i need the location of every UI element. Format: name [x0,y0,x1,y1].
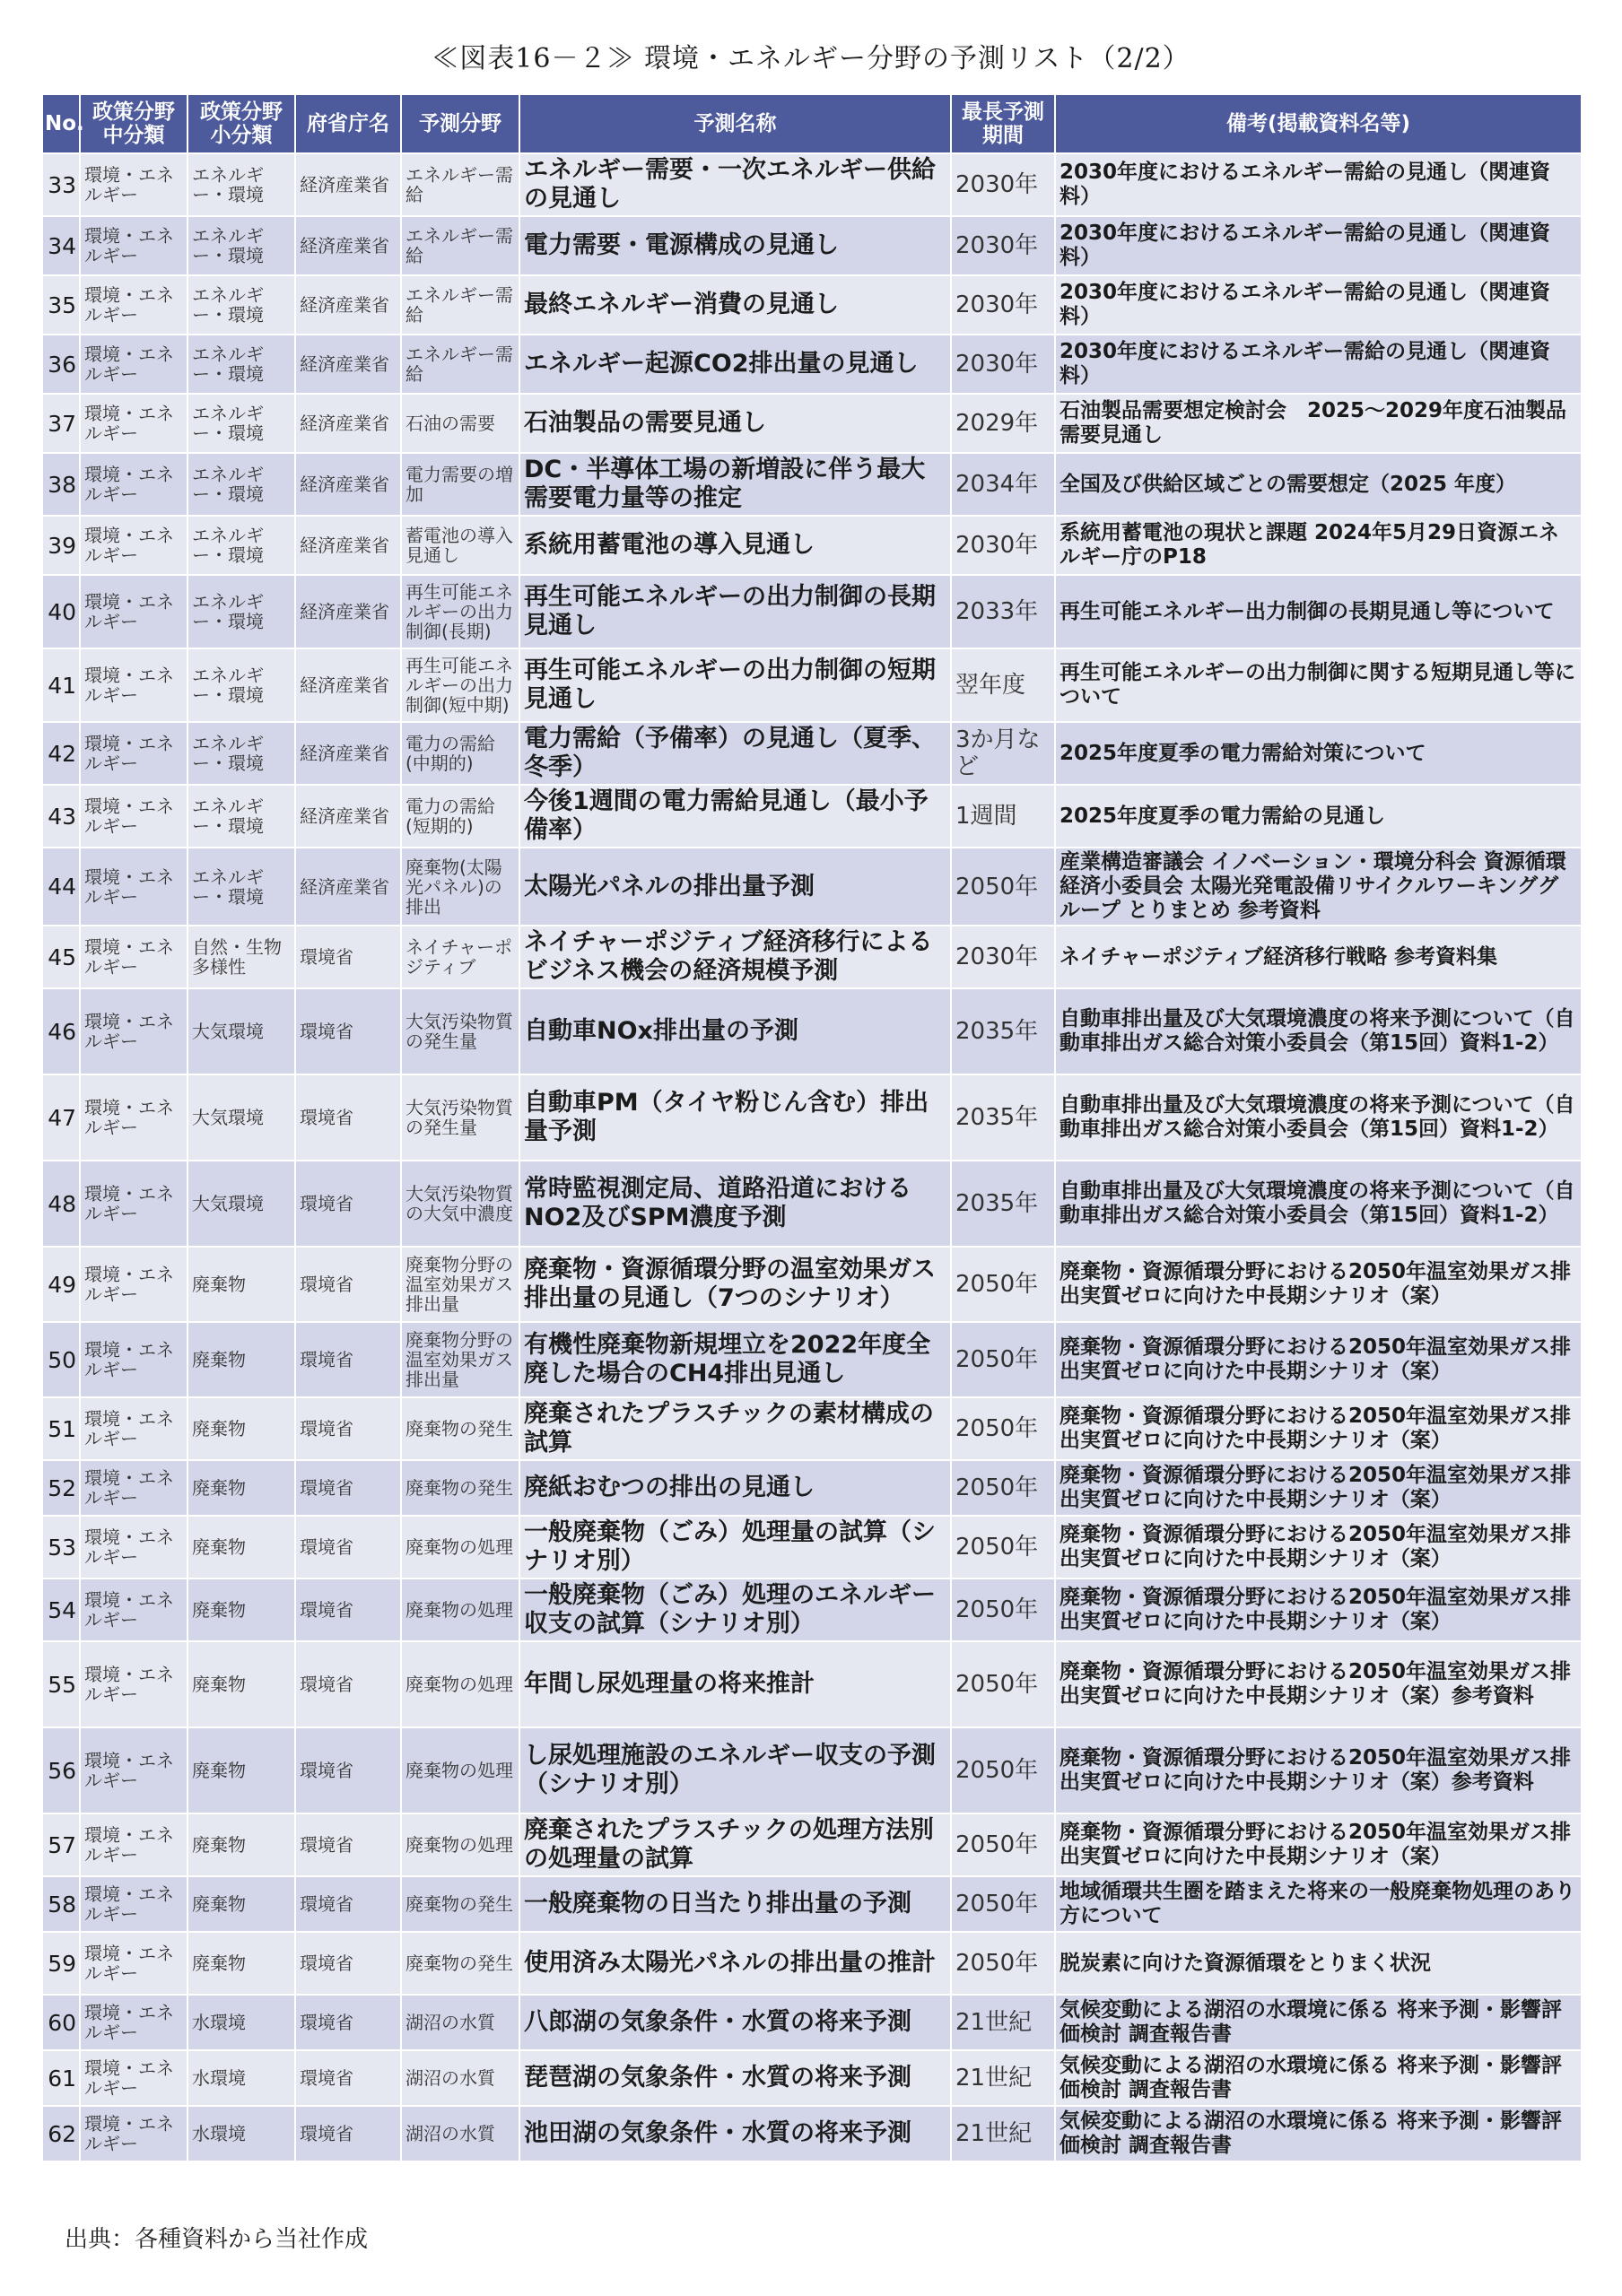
table-cell-mid-category: 環境・エネルギー [80,216,187,275]
table-cell-forecast-field: 廃棄物の処理 [401,1516,519,1578]
table-cell-max-period: 2050年 [951,1397,1055,1460]
table-cell-mid-category: 環境・エネルギー [80,1727,187,1813]
table-cell-mid-category: 環境・エネルギー [80,2050,187,2106]
table-row [42,1932,1582,1995]
table-cell-no: 55 [42,1641,80,1727]
table-cell-notes: 2025年度夏季の電力需給の見通し [1055,785,1582,848]
table-cell-sub-category: 水環境 [187,2106,295,2161]
table-cell-no: 56 [42,1727,80,1813]
table-cell-notes: 再生可能エネルギー出力制御の長期見通し等について [1055,575,1582,648]
table-row [42,1813,1582,1876]
table-cell-forecast-name: 池田湖の気象条件・水質の将来予測 [519,2106,951,2161]
table-cell-max-period: 3か月など [951,722,1055,785]
table-cell-no: 57 [42,1813,80,1876]
table-cell-notes: 再生可能エネルギーの出力制御に関する短期見通し等について [1055,648,1582,722]
table-cell-ministry: 経済産業省 [295,453,401,516]
table-row [42,785,1582,848]
table-cell-mid-category: 環境・エネルギー [80,1247,187,1322]
table-cell-no: 41 [42,648,80,722]
table-cell-notes: 2025年度夏季の電力需給対策について [1055,722,1582,785]
forecast-table [41,93,1583,2162]
table-cell-notes: 自動車排出量及び大気環境濃度の将来予測について（自動車排出ガス総合対策小委員会（第15回）資料1-2） [1055,1161,1582,1247]
table-cell-forecast-field: ネイチャーポジティブ [401,926,519,988]
table-cell-forecast-name: 琵琶湖の気象条件・水質の将来予測 [519,2050,951,2106]
table-row [42,1397,1582,1460]
table-cell-forecast-name: DC・半導体工場の新増設に伴う最大需要電力量等の推定 [519,453,951,516]
table-cell-forecast-field: 廃棄物の発生 [401,1876,519,1932]
table-cell-forecast-name: 再生可能エネルギーの出力制御の短期見通し [519,648,951,722]
table-cell-forecast-field: 再生可能エネルギーの出力制御(長期) [401,575,519,648]
header-forecast-field: 予測分野 [401,94,519,153]
table-cell-sub-category: 廃棄物 [187,1727,295,1813]
table-cell-no: 33 [42,153,80,216]
table-cell-forecast-name: 年間し尿処理量の将来推計 [519,1641,951,1727]
table-cell-mid-category: 環境・エネルギー [80,785,187,848]
table-row [42,1578,1582,1641]
table-cell-sub-category: エネルギー・環境 [187,575,295,648]
table-row [42,848,1582,926]
table-cell-mid-category: 環境・エネルギー [80,1876,187,1932]
table-row [42,275,1582,335]
table-cell-forecast-name: 電力需給（予備率）の見通し（夏季、冬季） [519,722,951,785]
table-row [42,394,1582,453]
table-cell-forecast-field: 湖沼の水質 [401,2050,519,2106]
table-cell-max-period: 2035年 [951,1161,1055,1247]
table-cell-mid-category: 環境・エネルギー [80,335,187,394]
table-cell-forecast-name: 廃棄されたプラスチックの素材構成の試算 [519,1397,951,1460]
table-cell-max-period: 21世紀 [951,1995,1055,2050]
table-cell-mid-category: 環境・エネルギー [80,988,187,1074]
table-cell-no: 36 [42,335,80,394]
forecast-table-wrapper [41,93,1581,2162]
table-cell-ministry: 環境省 [295,1516,401,1578]
header-max-period: 最長予測期間 [951,94,1055,153]
table-cell-forecast-field: 廃棄物の発生 [401,1397,519,1460]
table-cell-notes: 廃棄物・資源循環分野における2050年温室効果ガス排出実質ゼロに向けた中長期シナリオ（案）参考資料 [1055,1641,1582,1727]
table-cell-max-period: 2030年 [951,153,1055,216]
table-cell-mid-category: 環境・エネルギー [80,722,187,785]
table-cell-ministry: 環境省 [295,1460,401,1516]
table-cell-sub-category: エネルギー・環境 [187,785,295,848]
table-cell-max-period: 2050年 [951,1813,1055,1876]
table-row [42,2106,1582,2161]
table-cell-max-period: 21世紀 [951,2106,1055,2161]
table-cell-sub-category: エネルギー・環境 [187,648,295,722]
table-row [42,335,1582,394]
table-cell-forecast-name: 石油製品の需要見通し [519,394,951,453]
table-cell-ministry: 経済産業省 [295,275,401,335]
table-row [42,153,1582,216]
table-cell-forecast-name: 系統用蓄電池の導入見通し [519,516,951,575]
source-note: 出典：各種資料から当社作成 [65,2226,369,2253]
table-cell-sub-category: エネルギー・環境 [187,335,295,394]
table-cell-mid-category: 環境・エネルギー [80,394,187,453]
table-cell-forecast-field: 大気汚染物質の発生量 [401,1074,519,1161]
table-cell-max-period: 2050年 [951,1516,1055,1578]
table-row [42,216,1582,275]
table-cell-ministry: 環境省 [295,926,401,988]
table-cell-notes: 廃棄物・資源循環分野における2050年温室効果ガス排出実質ゼロに向けた中長期シナリオ（案） [1055,1247,1582,1322]
table-cell-notes: 2030年度におけるエネルギー需給の見通し（関連資料） [1055,275,1582,335]
table-row [42,575,1582,648]
table-cell-forecast-name: 常時監視測定局、道路沿道におけるNO2及びSPM濃度予測 [519,1161,951,1247]
table-cell-sub-category: 廃棄物 [187,1397,295,1460]
table-cell-notes: 系統用蓄電池の現状と課題 2024年5月29日資源エネルギー庁のP18 [1055,516,1582,575]
table-cell-ministry: 環境省 [295,1727,401,1813]
table-cell-no: 58 [42,1876,80,1932]
table-cell-ministry: 経済産業省 [295,722,401,785]
table-cell-notes: 気候変動による湖沼の水環境に係る 将来予測・影響評価検討 調査報告書 [1055,1995,1582,2050]
table-cell-max-period: 2030年 [951,516,1055,575]
table-cell-sub-category: 廃棄物 [187,1460,295,1516]
table-cell-forecast-name: エネルギー需要・一次エネルギー供給の見通し [519,153,951,216]
table-cell-forecast-field: エネルギー需給 [401,216,519,275]
table-row [42,1460,1582,1516]
table-row [42,1641,1582,1727]
table-cell-no: 38 [42,453,80,516]
table-row [42,1074,1582,1161]
table-cell-mid-category: 環境・エネルギー [80,1516,187,1578]
table-cell-max-period: 2030年 [951,275,1055,335]
table-cell-forecast-name: 自動車NOx排出量の予測 [519,988,951,1074]
table-cell-ministry: 環境省 [295,1995,401,2050]
table-cell-notes: 廃棄物・資源循環分野における2050年温室効果ガス排出実質ゼロに向けた中長期シナリオ（案） [1055,1813,1582,1876]
table-cell-mid-category: 環境・エネルギー [80,1932,187,1995]
table-cell-ministry: 経済産業省 [295,216,401,275]
table-cell-sub-category: エネルギー・環境 [187,516,295,575]
table-cell-forecast-name: 太陽光パネルの排出量予測 [519,848,951,926]
table-cell-max-period: 2030年 [951,335,1055,394]
table-cell-mid-category: 環境・エネルギー [80,848,187,926]
table-cell-notes: 廃棄物・資源循環分野における2050年温室効果ガス排出実質ゼロに向けた中長期シナリオ（案） [1055,1460,1582,1516]
table-cell-no: 37 [42,394,80,453]
table-cell-sub-category: 廃棄物 [187,1322,295,1397]
table-cell-forecast-field: 湖沼の水質 [401,2106,519,2161]
table-cell-mid-category: 環境・エネルギー [80,1460,187,1516]
table-row [42,988,1582,1074]
table-cell-max-period: 2050年 [951,1641,1055,1727]
table-cell-no: 50 [42,1322,80,1397]
table-row [42,1322,1582,1397]
table-row [42,2050,1582,2106]
header-forecast-name: 予測名称 [519,94,951,153]
table-cell-sub-category: 水環境 [187,2050,295,2106]
table-cell-mid-category: 環境・エネルギー [80,1578,187,1641]
table-row [42,1247,1582,1322]
table-cell-mid-category: 環境・エネルギー [80,648,187,722]
table-cell-forecast-field: 廃棄物の処理 [401,1813,519,1876]
table-header-row [42,94,1582,153]
table-cell-mid-category: 環境・エネルギー [80,1161,187,1247]
table-cell-mid-category: 環境・エネルギー [80,516,187,575]
table-row [42,648,1582,722]
table-cell-ministry: 環境省 [295,1932,401,1995]
table-cell-forecast-name: 有機性廃棄物新規埋立を2022年度全廃した場合のCH4排出見通し [519,1322,951,1397]
table-cell-mid-category: 環境・エネルギー [80,575,187,648]
table-cell-mid-category: 環境・エネルギー [80,1322,187,1397]
table-cell-mid-category: 環境・エネルギー [80,275,187,335]
table-cell-forecast-name: 電力需要・電源構成の見通し [519,216,951,275]
table-cell-notes: 2030年度におけるエネルギー需給の見通し（関連資料） [1055,216,1582,275]
table-cell-max-period: 2030年 [951,216,1055,275]
table-cell-forecast-name: 今後1週間の電力需給見通し（最小予備率） [519,785,951,848]
table-cell-no: 62 [42,2106,80,2161]
table-cell-max-period: 2050年 [951,848,1055,926]
table-cell-ministry: 環境省 [295,1161,401,1247]
table-cell-notes: 廃棄物・資源循環分野における2050年温室効果ガス排出実質ゼロに向けた中長期シナリオ（案）参考資料 [1055,1727,1582,1813]
header-sub-category: 政策分野小分類 [187,94,295,153]
table-cell-no: 39 [42,516,80,575]
table-cell-forecast-field: 廃棄物の処理 [401,1578,519,1641]
table-cell-forecast-name: ネイチャーポジティブ経済移行によるビジネス機会の経済規模予測 [519,926,951,988]
table-cell-mid-category: 環境・エネルギー [80,1995,187,2050]
table-cell-forecast-name: 廃棄されたプラスチックの処理方法別の処理量の試算 [519,1813,951,1876]
table-cell-forecast-name: 一般廃棄物（ごみ）処理量の試算（シナリオ別） [519,1516,951,1578]
table-cell-sub-category: 水環境 [187,1995,295,2050]
table-cell-no: 59 [42,1932,80,1995]
table-cell-mid-category: 環境・エネルギー [80,1641,187,1727]
table-cell-notes: 地域循環共生圏を踏まえた将来の一般廃棄物処理のあり方について [1055,1876,1582,1932]
table-cell-notes: 産業構造審議会 イノベーション・環境分科会 資源循環経済小委員会 太陽光発電設備リサイクルワーキンググループ とりまとめ 参考資料 [1055,848,1582,926]
table-cell-notes: 気候変動による湖沼の水環境に係る 将来予測・影響評価検討 調査報告書 [1055,2106,1582,2161]
table-cell-sub-category: 大気環境 [187,1161,295,1247]
table-cell-mid-category: 環境・エネルギー [80,2106,187,2161]
table-cell-max-period: 2030年 [951,926,1055,988]
table-cell-max-period: 2035年 [951,1074,1055,1161]
table-row [42,722,1582,785]
table-cell-forecast-field: 廃棄物の発生 [401,1460,519,1516]
table-cell-max-period: 2050年 [951,1322,1055,1397]
table-cell-notes: 全国及び供給区域ごとの需要想定（2025 年度） [1055,453,1582,516]
table-body [42,153,1582,2161]
table-cell-max-period: 2050年 [951,1932,1055,1995]
table-cell-sub-category: 廃棄物 [187,1641,295,1727]
table-cell-ministry: 環境省 [295,1876,401,1932]
table-cell-ministry: 経済産業省 [295,516,401,575]
table-row [42,1876,1582,1932]
table-cell-ministry: 環境省 [295,988,401,1074]
table-cell-forecast-field: 廃棄物の処理 [401,1641,519,1727]
table-cell-notes: ネイチャーポジティブ経済移行戦略 参考資料集 [1055,926,1582,988]
table-cell-max-period: 2050年 [951,1727,1055,1813]
table-cell-no: 42 [42,722,80,785]
table-cell-notes: 気候変動による湖沼の水環境に係る 将来予測・影響評価検討 調査報告書 [1055,2050,1582,2106]
table-cell-max-period: 2050年 [951,1578,1055,1641]
table-row [42,1727,1582,1813]
table-cell-no: 60 [42,1995,80,2050]
table-cell-mid-category: 環境・エネルギー [80,153,187,216]
table-cell-max-period: 21世紀 [951,2050,1055,2106]
table-cell-max-period: 2050年 [951,1247,1055,1322]
table-cell-forecast-field: エネルギー需給 [401,153,519,216]
table-cell-sub-category: 自然・生物多様性 [187,926,295,988]
table-cell-sub-category: 廃棄物 [187,1932,295,1995]
table-cell-mid-category: 環境・エネルギー [80,1813,187,1876]
table-cell-sub-category: 廃棄物 [187,1813,295,1876]
table-cell-forecast-field: 電力の需給(短期的) [401,785,519,848]
table-cell-sub-category: 廃棄物 [187,1247,295,1322]
table-cell-mid-category: 環境・エネルギー [80,1074,187,1161]
table-cell-forecast-name: 使用済み太陽光パネルの排出量の推計 [519,1932,951,1995]
table-cell-max-period: 2050年 [951,1876,1055,1932]
table-cell-no: 61 [42,2050,80,2106]
table-cell-ministry: 環境省 [295,1813,401,1876]
table-cell-notes: 廃棄物・資源循環分野における2050年温室効果ガス排出実質ゼロに向けた中長期シナリオ（案） [1055,1322,1582,1397]
page-title: ≪図表16－２≫ 環境・エネルギー分野の予測リスト（2/2） [432,43,1190,74]
table-cell-no: 34 [42,216,80,275]
table-cell-forecast-field: 蓄電池の導入見通し [401,516,519,575]
table-cell-forecast-name: 一般廃棄物（ごみ）処理のエネルギー収支の試算（シナリオ別） [519,1578,951,1641]
table-cell-forecast-name: 八郎湖の気象条件・水質の将来予測 [519,1995,951,2050]
table-cell-ministry: 経済産業省 [295,335,401,394]
table-cell-forecast-field: 再生可能エネルギーの出力制御(短中期) [401,648,519,722]
table-cell-no: 35 [42,275,80,335]
table-cell-no: 53 [42,1516,80,1578]
table-cell-max-period: 2033年 [951,575,1055,648]
table-cell-no: 49 [42,1247,80,1322]
table-cell-forecast-field: 廃棄物(太陽光パネル)の排出 [401,848,519,926]
table-cell-no: 47 [42,1074,80,1161]
table-cell-ministry: 経済産業省 [295,785,401,848]
table-cell-forecast-field: エネルギー需給 [401,335,519,394]
table-cell-notes: 自動車排出量及び大気環境濃度の将来予測について（自動車排出ガス総合対策小委員会（第15回）資料1-2） [1055,1074,1582,1161]
table-cell-ministry: 環境省 [295,1074,401,1161]
table-cell-notes: 自動車排出量及び大気環境濃度の将来予測について（自動車排出ガス総合対策小委員会（第15回）資料1-2） [1055,988,1582,1074]
table-cell-no: 44 [42,848,80,926]
header-ministry: 府省庁名 [295,94,401,153]
table-cell-notes: 2030年度におけるエネルギー需給の見通し（関連資料） [1055,153,1582,216]
table-cell-max-period: 翌年度 [951,648,1055,722]
table-cell-sub-category: 大気環境 [187,1074,295,1161]
table-row [42,1516,1582,1578]
table-cell-max-period: 1週間 [951,785,1055,848]
table-cell-ministry: 環境省 [295,1578,401,1641]
header-notes: 備考(掲載資料名等) [1055,94,1582,153]
table-cell-forecast-field: 廃棄物分野の温室効果ガス排出量 [401,1322,519,1397]
table-cell-ministry: 経済産業省 [295,848,401,926]
table-row [42,1995,1582,2050]
table-cell-notes: 2030年度におけるエネルギー需給の見通し（関連資料） [1055,335,1582,394]
table-cell-forecast-field: 廃棄物分野の温室効果ガス排出量 [401,1247,519,1322]
table-cell-notes: 廃棄物・資源循環分野における2050年温室効果ガス排出実質ゼロに向けた中長期シナリオ（案） [1055,1578,1582,1641]
table-cell-forecast-field: エネルギー需給 [401,275,519,335]
table-cell-no: 52 [42,1460,80,1516]
table-cell-forecast-name: 廃紙おむつの排出の見通し [519,1460,951,1516]
table-cell-sub-category: 廃棄物 [187,1876,295,1932]
table-cell-max-period: 2034年 [951,453,1055,516]
table-cell-mid-category: 環境・エネルギー [80,453,187,516]
table-cell-forecast-name: 最終エネルギー消費の見通し [519,275,951,335]
table-cell-forecast-field: 大気汚染物質の発生量 [401,988,519,1074]
table-cell-ministry: 環境省 [295,2106,401,2161]
table-cell-sub-category: エネルギー・環境 [187,216,295,275]
table-cell-sub-category: 廃棄物 [187,1578,295,1641]
table-cell-sub-category: エネルギー・環境 [187,453,295,516]
table-cell-forecast-name: 一般廃棄物の日当たり排出量の予測 [519,1876,951,1932]
table-cell-sub-category: エネルギー・環境 [187,275,295,335]
table-cell-sub-category: 大気環境 [187,988,295,1074]
table-cell-forecast-field: 石油の需要 [401,394,519,453]
table-cell-notes: 廃棄物・資源循環分野における2050年温室効果ガス排出実質ゼロに向けた中長期シナリオ（案） [1055,1516,1582,1578]
table-cell-no: 43 [42,785,80,848]
table-cell-no: 48 [42,1161,80,1247]
table-cell-forecast-field: 電力需要の増加 [401,453,519,516]
table-cell-notes: 脱炭素に向けた資源循環をとりまく状況 [1055,1932,1582,1995]
table-cell-forecast-field: 湖沼の水質 [401,1995,519,2050]
table-cell-ministry: 環境省 [295,1322,401,1397]
table-cell-sub-category: エネルギー・環境 [187,722,295,785]
table-row [42,516,1582,575]
table-cell-no: 45 [42,926,80,988]
table-cell-ministry: 経済産業省 [295,648,401,722]
table-cell-notes: 石油製品需要想定検討会 2025～2029年度石油製品需要見通し [1055,394,1582,453]
table-cell-forecast-name: 自動車PM（タイヤ粉じん含む）排出量予測 [519,1074,951,1161]
table-cell-sub-category: 廃棄物 [187,1516,295,1578]
table-cell-sub-category: エネルギー・環境 [187,394,295,453]
table-cell-mid-category: 環境・エネルギー [80,1397,187,1460]
header-no: No. [42,94,80,153]
table-cell-sub-category: エネルギー・環境 [187,153,295,216]
table-cell-ministry: 経済産業省 [295,394,401,453]
table-row [42,1161,1582,1247]
table-row [42,926,1582,988]
table-cell-forecast-name: 再生可能エネルギーの出力制御の長期見通し [519,575,951,648]
table-cell-ministry: 経済産業省 [295,153,401,216]
table-cell-notes: 廃棄物・資源循環分野における2050年温室効果ガス排出実質ゼロに向けた中長期シナリオ（案） [1055,1397,1582,1460]
table-cell-ministry: 環境省 [295,1247,401,1322]
table-cell-forecast-field: 電力の需給(中期的) [401,722,519,785]
table-cell-ministry: 経済産業省 [295,575,401,648]
table-cell-no: 46 [42,988,80,1074]
table-cell-max-period: 2029年 [951,394,1055,453]
table-cell-forecast-name: エネルギー起源CO2排出量の見通し [519,335,951,394]
table-cell-mid-category: 環境・エネルギー [80,926,187,988]
table-cell-no: 54 [42,1578,80,1641]
table-cell-ministry: 環境省 [295,1641,401,1727]
table-cell-no: 40 [42,575,80,648]
table-cell-forecast-field: 廃棄物の発生 [401,1932,519,1995]
header-mid-category: 政策分野中分類 [80,94,187,153]
table-cell-ministry: 環境省 [295,1397,401,1460]
table-cell-forecast-name: 廃棄物・資源循環分野の温室効果ガス排出量の見通し（7つのシナリオ） [519,1247,951,1322]
table-cell-forecast-field: 大気汚染物質の大気中濃度 [401,1161,519,1247]
table-cell-sub-category: エネルギー・環境 [187,848,295,926]
table-cell-ministry: 環境省 [295,2050,401,2106]
table-cell-forecast-name: し尿処理施設のエネルギー収支の予測（シナリオ別） [519,1727,951,1813]
table-cell-max-period: 2050年 [951,1460,1055,1516]
table-cell-no: 51 [42,1397,80,1460]
table-cell-forecast-field: 廃棄物の処理 [401,1727,519,1813]
table-row [42,453,1582,516]
table-cell-max-period: 2035年 [951,988,1055,1074]
